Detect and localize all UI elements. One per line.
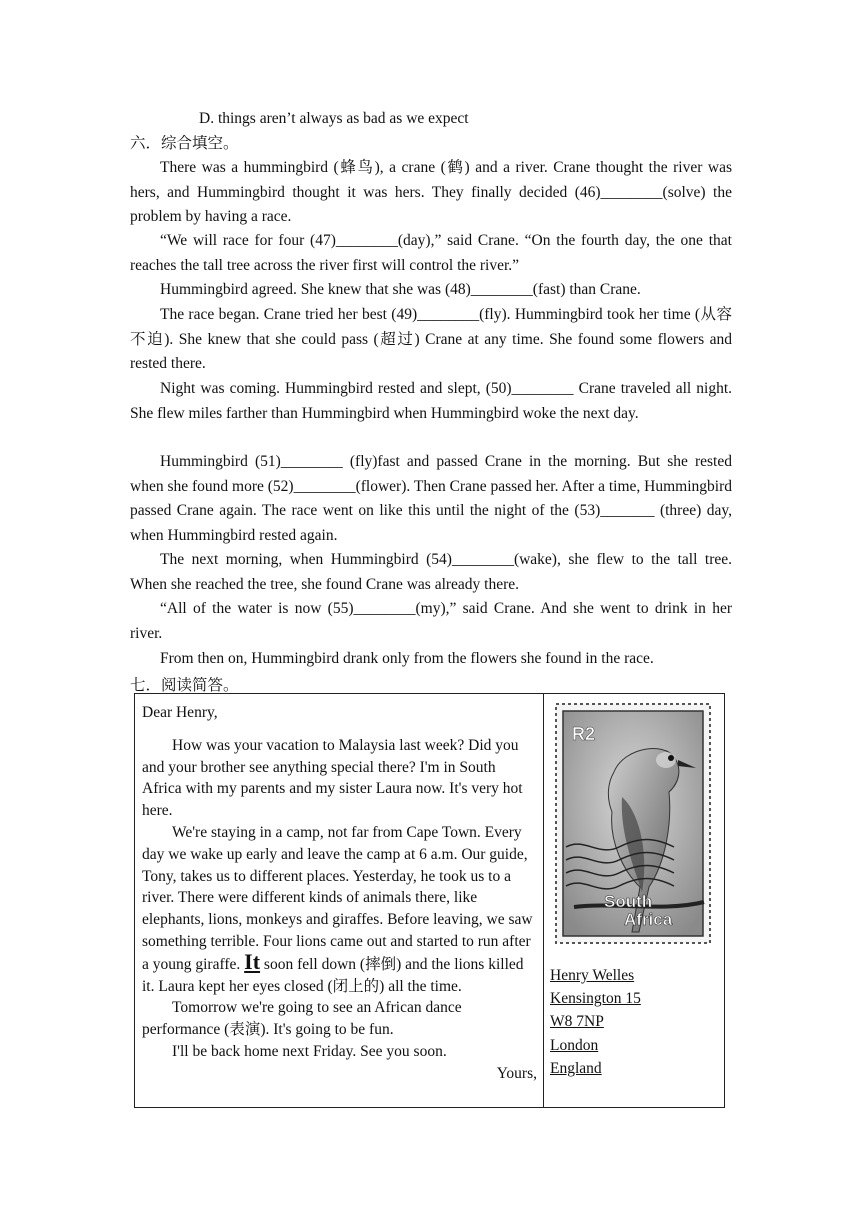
bird-stamp-image (554, 702, 712, 945)
option-d: D. things aren’t always as bad as we expect (199, 110, 469, 127)
letter-paragraph-4: I'll be back home next Friday. See you soon. (172, 1042, 447, 1060)
passage-paragraph-7: The next morning, when Hummingbird (54)________(wake), she flew to the tall tree. When she reached the tree, she found Crane was already there. (130, 551, 732, 593)
passage-paragraph-8: “All of the water is now (55)________(my),” said Crane. And she went to drink in her river. (130, 600, 732, 642)
letter-signoff: Yours, (496, 1064, 537, 1082)
address-line-country: England (550, 1059, 602, 1077)
passage-paragraph-9: From then on, Hummingbird drank only from the flowers she found in the race. (160, 650, 654, 667)
column-divider (543, 694, 544, 1107)
letter-paragraph-2-end: soon fell down (摔倒) and the lions killed it. Laura kept her eyes closed (闭上的) all the time. (142, 955, 524, 995)
passage-paragraph-2: “We will race for four (47)________(day),” said Crane. “On the fourth day, the one that reaches the tall tree across the river first will control the river.” (130, 232, 732, 274)
passage-paragraph-3: Hummingbird agreed. She knew that she was (48)________(fast) than Crane. (160, 281, 641, 298)
stamp-value: R2 (572, 724, 596, 744)
letter-paragraph-2-start: We're staying in a camp, not far from Cape Town. Every day we wake up early and leave the camp at 6 a.m. Our guide, Tony, takes us to different places. Yesterday, he took us to a river. There were different kinds of animals there, like elephants, lions, monkeys and giraffes. Before leaving, we saw something terrible. Four lions came out and started to run after a young giraffe. (142, 823, 533, 973)
passage-paragraph-4: The race began. Crane tried her best (49)________(fly). Hummingbird took her time (从容不迫). She knew that she could pass (超过) Crane at any time. She found some flowers and rested there. (130, 306, 732, 372)
letter-greeting: Dear Henry, (142, 704, 218, 721)
passage-paragraph-6: Hummingbird (51)________ (fly)fast and passed Crane in the morning. But she rested when she found more (52)________(flower). Then Crane passed her. After a time, Hummingbird passed Crane again. The race went on like this until the night of the (53)_______ (three) day, when Hummingbird rested again. (130, 453, 732, 544)
stamp-country-line-2: Africa (624, 910, 673, 929)
address-line-name: Henry Welles (550, 967, 635, 984)
letter-body (142, 702, 537, 1085)
postcard-table (134, 693, 725, 1108)
section-6-heading: 六．综合填空。 (130, 135, 239, 152)
address-line-street: Kensington 15 (550, 990, 641, 1008)
passage-paragraph-5: Night was coming. Hummingbird rested and slept, (50)________ Crane traveled all night. She flew miles farther than Hummingbird when Hummingbird woke the next day. (130, 380, 732, 422)
letter-paragraph-2 (142, 822, 537, 997)
address-line-postcode: W8 7NP (550, 1013, 604, 1031)
stamp-country-line-1: South (604, 892, 653, 911)
address-line-city: London (550, 1036, 599, 1054)
address-block (550, 964, 641, 1080)
passage-paragraph-1: There was a hummingbird (蜂鸟), a crane (鹤) and a river. Crane thought the river was hers, and Hummingbird thought it was hers. They finally decided (46)________(solve) the problem by having a race. (130, 159, 732, 225)
letter-paragraph-3: Tomorrow we're going to see an African dance performance (表演). It's going to be fun. (142, 999, 462, 1039)
underlined-it: It (244, 948, 261, 974)
letter-paragraph-1: How was your vacation to Malaysia last week? Did you and your brother see anything special there? I'm in South Africa with my parents and my sister Laura now. It's very hot here. (142, 736, 523, 820)
section-7-heading: 七．阅读简答。 (130, 677, 239, 694)
